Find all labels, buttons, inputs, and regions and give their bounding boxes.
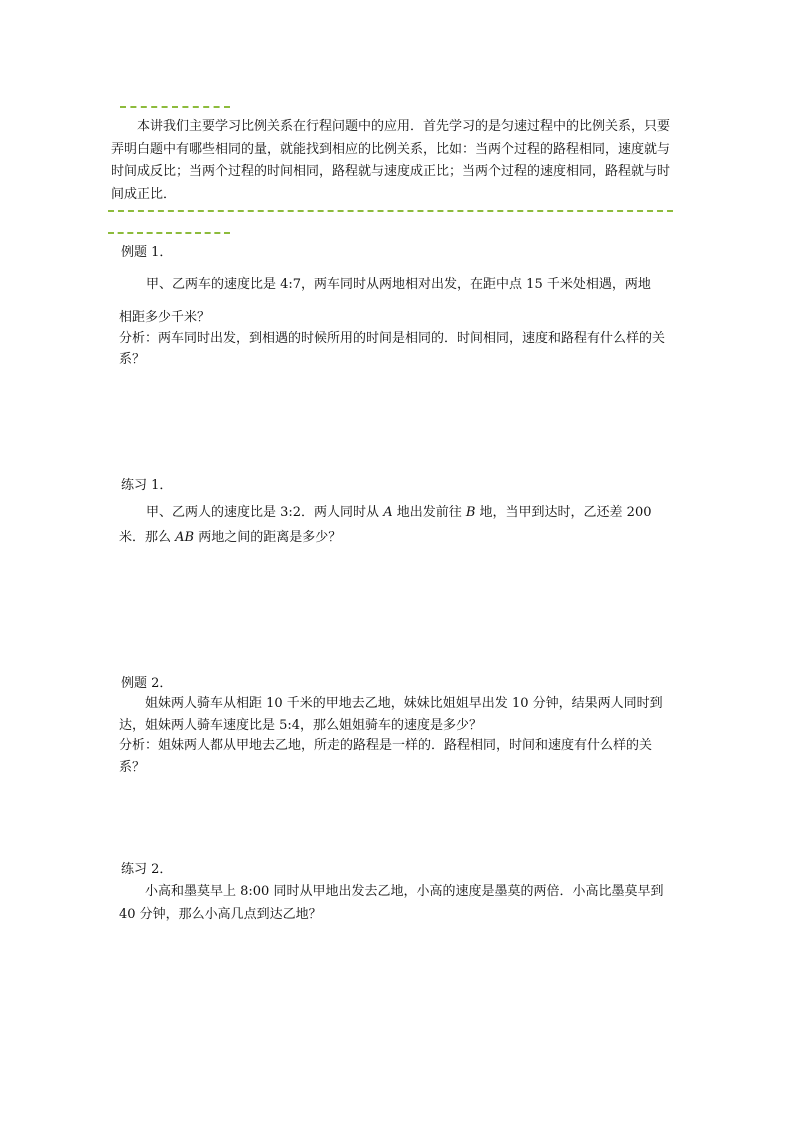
example2-analysis: 分析：姐妹两人都从甲地去乙地，所走的路程是一样的．路程相同，时间和速度有什么样的关系？ [119, 738, 653, 775]
practice1-problem-line1 [146, 502, 651, 524]
example1-problem-line1: 甲、乙两车的速度比是 4:7，两车同时从两地相对出发，在距中点 15 千米处相遇，两地 [146, 277, 651, 292]
example1-problem-line2: 相距多少千米？ [119, 310, 211, 325]
practice1-heading: 练习 1． [121, 478, 173, 493]
practice2-heading: 练习 2． [121, 862, 173, 877]
example1-heading: 例题 1． [121, 245, 173, 260]
divider-top-short [120, 106, 230, 108]
practice2-problem: 小高和墨莫早上 8:00 同时从甲地出发去乙地，小高的速度是墨莫的两倍．小高比墨莫早到 40 分钟，那么小高几点到达乙地？ [119, 884, 664, 922]
example1-analysis: 分析：两车同时出发，到相遇的时候所用的时间是相同的．时间相同，速度和路程有什么样的关系？ [119, 331, 666, 367]
practice1-text-c: 地，当甲到达时，乙还差 200 [475, 505, 652, 520]
example2-heading: 例题 2． [121, 676, 173, 691]
practice1-text-b: 地出发前往 [392, 505, 466, 520]
practice1-text-e: 两地之间的距离是多少？ [194, 530, 342, 545]
divider-long [108, 210, 673, 212]
practice1-text-a: 甲、乙两人的速度比是 3:2．两人同时从 [146, 505, 384, 520]
practice1-var-a: A [383, 505, 393, 520]
practice1-var-b: B [465, 505, 476, 520]
intro-paragraph: 本讲我们主要学习比例关系在行程问题中的应用．首先学习的是匀速过程中的比例关系，只要弄明白题中有哪些相同的量，就能找到相应的比例关系，比如：当两个过程的路程相同，速度就与时间成反比；当两个过程的时间相同，路程就与速度成正比；当两个过程的速度相同，路程就与时间成正比． [111, 119, 671, 202]
practice1-var-ab: AB [175, 530, 195, 545]
example2-problem: 姐妹两人骑车从相距 10 千米的甲地去乙地，妹妹比姐姐早出发 10 分钟，结果两人同时到达，姐妹两人骑车速度比是 5:4，那么姐姐骑车的速度是多少？ [119, 696, 663, 733]
divider-short [108, 232, 230, 234]
practice1-text-d: 米．那么 [119, 530, 176, 545]
practice1-problem-line2 [119, 527, 341, 549]
